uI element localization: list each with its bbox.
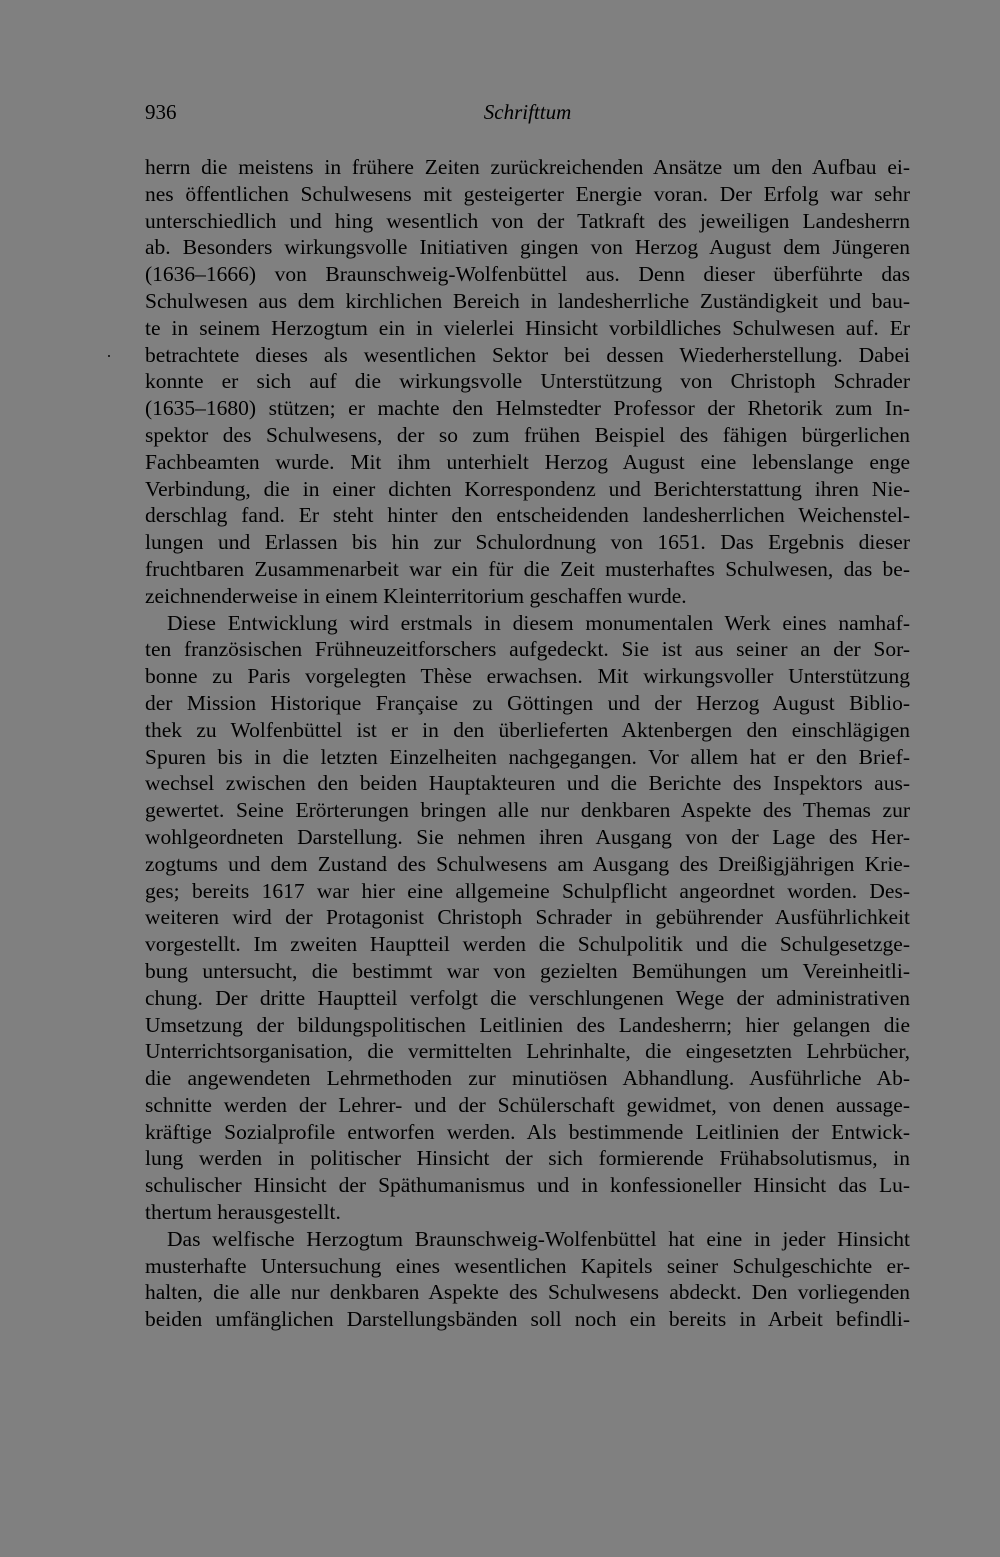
text-line: Fachbeamten wurde. Mit ihm unterhielt Herzog August eine lebenslange enge <box>145 449 910 474</box>
text-line: nes öffentlichen Schulwesens mit gesteigerter Energie voran. Der Erfolg war sehr <box>145 181 910 206</box>
text-line: ab. Besonders wirkungsvolle Initiativen gingen von Herzog August dem Jüngeren <box>145 235 910 260</box>
text-line: Unterrichtsorganisation, die vermittelten Lehrinhalte, die eingesetzten Lehrbücher, <box>145 1039 910 1064</box>
text-line: Verbindung, die in einer dichten Korrespondenz und Berichterstattung ihren Nie- <box>145 476 910 501</box>
text-line: ten französischen Frühneuzeitforschers aufgedeckt. Sie ist aus seiner an der Sor- <box>145 637 910 662</box>
text-line: zogtums und dem Zustand des Schulwesens am Ausgang des Dreißigjährigen Krie- <box>145 851 910 876</box>
paragraph-2 <box>145 610 910 1226</box>
text-line: te in seinem Herzogtum ein in vielerlei Hinsicht vorbildliches Schulwesen auf. Er <box>145 315 910 340</box>
running-title: Schrifttum <box>483 100 572 124</box>
text-line: der Mission Historique Française zu Göttingen und der Herzog August Biblio- <box>145 690 910 715</box>
text-line: betrachtete dieses als wesentlichen Sektor bei dessen Wiederherstellung. Dabei <box>145 342 910 367</box>
text-line: (1635–1680) stützen; er machte den Helmstedter Professor der Rhetorik zum In- <box>145 396 910 421</box>
page-header <box>145 100 910 130</box>
text-line: Spuren bis in die letzten Einzelheiten nachgegangen. Vor allem hat er den Brief- <box>145 744 910 769</box>
text-line: beiden umfänglichen Darstellungsbänden soll noch ein bereits in Arbeit befindli- <box>145 1307 910 1332</box>
scan-speck <box>108 355 110 357</box>
text-line: lung werden in politischer Hinsicht der sich formierende Frühabsolutismus, in <box>145 1146 910 1171</box>
text-line: wohlgeordneten Darstellung. Sie nehmen ihren Ausgang von der Lage des Her- <box>145 824 910 849</box>
text-line: chung. Der dritte Hauptteil verfolgt die verschlungenen Wege der administrativen <box>145 985 910 1010</box>
text-line: schulischer Hinsicht der Späthumanismus und in konfessioneller Hinsicht das Lu- <box>145 1173 910 1198</box>
text-line: halten, die alle nur denkbaren Aspekte des Schulwesens abdeckt. Den vorliegenden <box>145 1280 910 1305</box>
text-line: zeichnenderweise in einem Kleinterritorium geschaffen wurde. <box>145 583 687 608</box>
text-line: musterhafte Untersuchung eines wesentlichen Kapitels seiner Schulgeschichte er- <box>145 1253 910 1278</box>
text-line: (1636–1666) von Braunschweig-Wolfenbüttel aus. Denn dieser überführte das <box>145 262 910 287</box>
text-line: lungen und Erlassen bis hin zur Schulordnung von 1651. Das Ergebnis dieser <box>145 530 910 555</box>
text-line: Schulwesen aus dem kirchlichen Bereich in landesherrliche Zuständigkeit und bau- <box>145 288 910 313</box>
text-line: thek zu Wolfenbüttel ist er in den überlieferten Aktenbergen den einschlägigen <box>145 717 910 742</box>
text-line: Umsetzung der bildungspolitischen Leitlinien des Landesherrn; hier gelangen die <box>145 1012 910 1037</box>
text-line: bung untersucht, die bestimmt war von gezielten Bemühungen um Vereinheitli- <box>145 958 910 983</box>
body-text <box>145 154 910 1333</box>
text-line: kräftige Sozialprofile entworfen werden. Als bestimmende Leitlinien der Entwick- <box>145 1119 910 1144</box>
page-number: 936 <box>145 100 177 124</box>
text-line: wechsel zwischen den beiden Hauptakteuren und die Berichte des Inspektors aus- <box>145 771 910 796</box>
text-line: unterschiedlich und hing wesentlich von der Tatkraft des jeweiligen Landesherrn <box>145 208 910 233</box>
text-line: fruchtbaren Zusammenarbeit war ein für die Zeit musterhaftes Schulwesen, das be- <box>145 556 910 581</box>
text-line: spektor des Schulwesens, der so zum frühen Beispiel des fähigen bürgerlichen <box>145 422 910 447</box>
text-line: gewertet. Seine Erörterungen bringen alle nur denkbaren Aspekte des Themas zur <box>145 798 910 823</box>
text-line: derschlag fand. Er steht hinter den entscheidenden landesherrlichen Weichenstel- <box>145 503 910 528</box>
text-line: herrn die meistens in frühere Zeiten zurückreichenden Ansätze um den Aufbau ei- <box>145 155 910 179</box>
text-line: thertum herausgestellt. <box>145 1200 341 1225</box>
text-line: schnitte werden der Lehrer- und der Schülerschaft gewidmet, von denen aussage- <box>145 1092 910 1117</box>
text-line: weiteren wird der Protagonist Christoph Schrader in gebührender Ausführlichkeit <box>145 905 910 930</box>
text-line: Das welfische Herzogtum Braunschweig-Wolfenbüttel hat eine in jeder Hinsicht <box>167 1226 910 1251</box>
text-line: vorgestellt. Im zweiten Hauptteil werden die Schulpolitik und die Schulgesetzge- <box>145 932 910 957</box>
paragraph-3 <box>145 1226 910 1333</box>
text-line: die angewendeten Lehrmethoden zur minutiösen Abhandlung. Ausführliche Ab- <box>145 1066 910 1091</box>
paragraph-1 <box>145 154 910 610</box>
text-line: konnte er sich auf die wirkungsvolle Unterstützung von Christoph Schrader <box>145 369 910 394</box>
text-line: Diese Entwicklung wird erstmals in diesem monumentalen Werk eines namhaf- <box>167 610 910 635</box>
text-line: ges; bereits 1617 war hier eine allgemeine Schulpflicht angeordnet worden. Des- <box>145 878 910 903</box>
text-line: bonne zu Paris vorgelegten Thèse erwachsen. Mit wirkungsvoller Unterstützung <box>145 664 910 689</box>
